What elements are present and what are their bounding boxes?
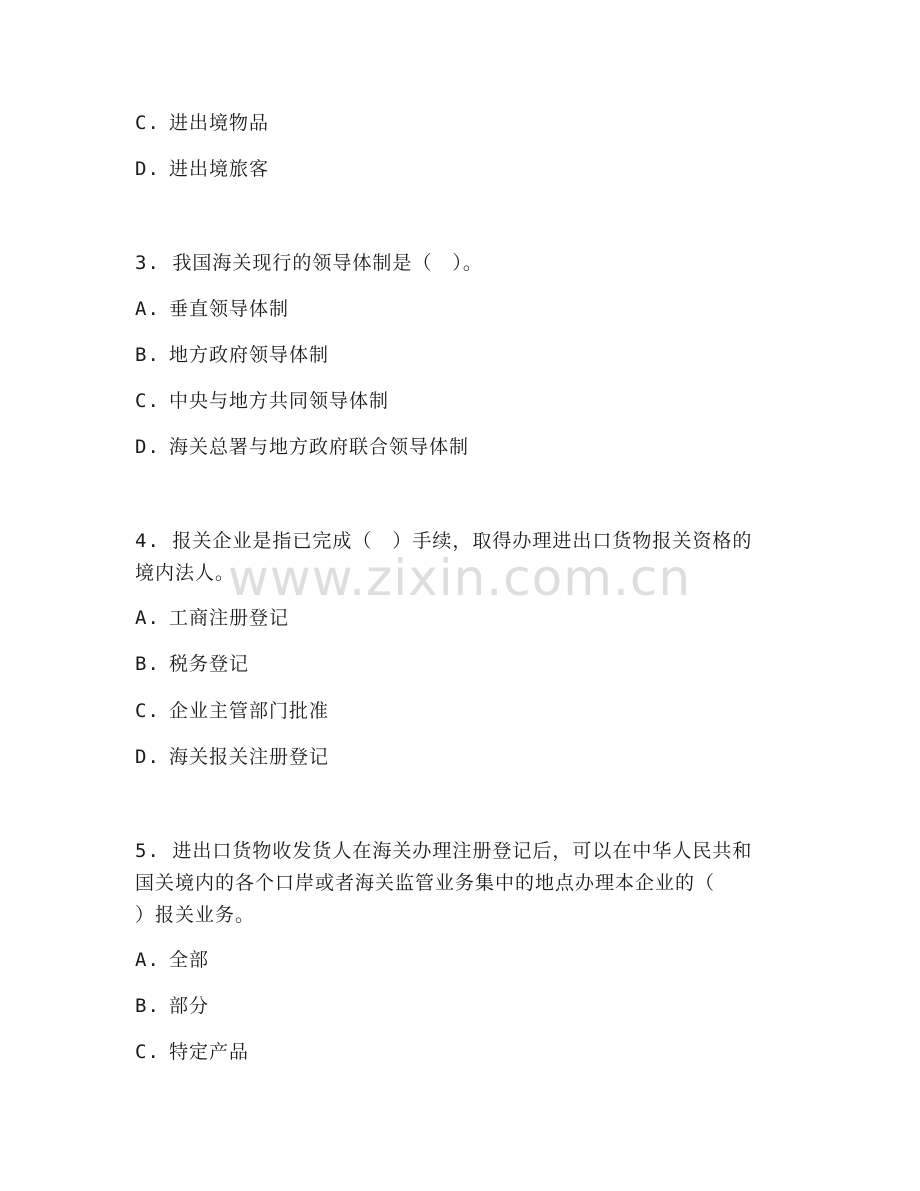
option-text: 部分	[169, 995, 210, 1017]
option-text: 税务登记	[169, 653, 250, 675]
option-label: A.	[135, 607, 160, 629]
option-text: 垂直领导体制	[169, 298, 290, 320]
option-label: B.	[135, 995, 160, 1017]
option-text: 全部	[169, 949, 210, 971]
option-label: A.	[135, 949, 160, 971]
q2-option-d	[135, 157, 269, 181]
option-text: 地方政府领导体制	[169, 344, 330, 366]
q3-option-c	[135, 389, 389, 413]
q4-option-d	[135, 745, 329, 769]
option-text: 海关报关注册登记	[169, 746, 330, 768]
option-label: C.	[135, 390, 160, 412]
option-text: 进出境物品	[169, 112, 270, 134]
q3-option-d	[135, 435, 469, 459]
option-label: C.	[135, 112, 160, 134]
option-label: D.	[135, 746, 160, 768]
option-text: 特定产品	[169, 1041, 250, 1063]
q4-option-b	[135, 652, 249, 676]
option-label: B.	[135, 653, 160, 675]
q2-option-c	[135, 111, 269, 135]
q5-option-a	[135, 948, 209, 972]
q5-stem-line3: ）报关业务。	[135, 904, 256, 926]
q5-option-b	[135, 994, 209, 1018]
option-label: C.	[135, 1041, 160, 1063]
q4-stem-line2: 境内法人。	[135, 562, 236, 584]
option-label: C.	[135, 700, 160, 722]
q3-option-a	[135, 297, 289, 321]
watermark: www.zixin.com.cn	[228, 549, 692, 607]
option-text: 中央与地方共同领导体制	[169, 390, 390, 412]
q5-stem-line1: 5. 进出口货物收发货人在海关办理注册登记后，可以在中华人民共和	[135, 840, 753, 862]
q4-option-c	[135, 699, 329, 723]
option-text: 进出境旅客	[169, 158, 270, 180]
option-label: B.	[135, 344, 160, 366]
option-text: 工商注册登记	[169, 607, 290, 629]
q4-stem-line1: 4. 报关企业是指已完成（ ）手续，取得办理进出口货物报关资格的	[135, 530, 753, 552]
option-label: A.	[135, 298, 160, 320]
option-text: 企业主管部门批准	[169, 700, 330, 722]
q5-option-c	[135, 1040, 249, 1064]
q4-option-a	[135, 606, 289, 630]
q5-stem-line2: 国关境内的各个口岸或者海关监管业务集中的地点办理本企业的（	[135, 872, 716, 894]
option-text: 海关总署与地方政府联合领导体制	[169, 436, 470, 458]
q3-stem: 3. 我国海关现行的领导体制是（ ）。	[135, 252, 483, 274]
option-label: D.	[135, 436, 160, 458]
q3-option-b	[135, 343, 329, 367]
option-label: D.	[135, 158, 160, 180]
